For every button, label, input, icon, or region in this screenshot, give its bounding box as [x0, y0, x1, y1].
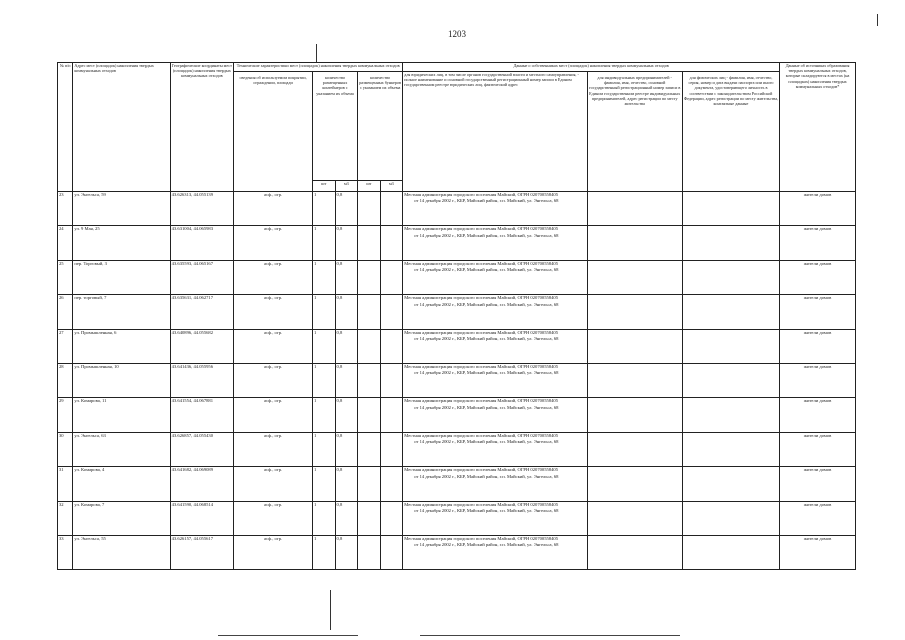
row-number: 33 [58, 535, 73, 569]
row-owner-name: Местная администрация городского поселения Майский, ОГРН 020700558405 [404, 467, 558, 473]
row-surface: асф., огр. [234, 260, 313, 294]
row-owner [403, 535, 587, 569]
row-owner [403, 467, 587, 501]
row-owner-address: от 14 декабря 2002 г., КБР, Майский район, г.п. Майский, ул. Энгельса, 68 [414, 439, 559, 445]
row-surface: асф., огр. [234, 467, 313, 501]
row-surface: асф., огр. [234, 363, 313, 397]
row-waste-source: жители домов [780, 363, 856, 397]
row-entrepreneur [587, 501, 682, 535]
header-entrepreneurs: для индивидуальных предпринимателей - фамилия, имя, отчество, основной государственный регистрационный номер записи в Едином государственном реестре индивидуальных предпринимателей, адрес регистрации по месту жительства [587, 72, 682, 192]
row-number: 30 [58, 432, 73, 466]
header-address: Адрес мест (площадок) накопления твердых коммунальных отходов [73, 63, 170, 192]
row-surface: асф., огр. [234, 295, 313, 329]
row-coordinates: 43.626857, 44.055430 [170, 432, 234, 466]
row-individual [682, 398, 779, 432]
row-owner-name: Местная администрация городского поселения Майский, ОГРН 020700558405 [404, 432, 558, 438]
row-owner [403, 501, 587, 535]
row-number: 29 [58, 398, 73, 432]
row-waste-source: жители домов [780, 260, 856, 294]
row-number: 26 [58, 295, 73, 329]
row-bunker-volume [380, 260, 403, 294]
header-row-1 [58, 63, 856, 72]
row-bunker-volume [380, 501, 403, 535]
row-bunker-count [358, 398, 381, 432]
row-entrepreneur [587, 467, 682, 501]
row-waste-source: жители домов [780, 467, 856, 501]
table-row [58, 501, 856, 535]
row-bunker-count [358, 329, 381, 363]
row-owner-address: от 14 декабря 2002 г., КБР, Майский район, г.п. Майский, ул. Энгельса, 68 [414, 370, 559, 376]
row-individual [682, 535, 779, 569]
row-container-count: 1 [313, 501, 336, 535]
table-row [58, 329, 856, 363]
row-container-count: 1 [313, 535, 336, 569]
row-entrepreneur [587, 329, 682, 363]
row-waste-source: жители домов [780, 226, 856, 260]
row-coordinates: 43.640896, 44.055682 [170, 329, 234, 363]
row-container-count: 1 [313, 295, 336, 329]
row-individual [682, 192, 779, 226]
row-owner [403, 295, 587, 329]
row-coordinates: 43.635631, 44.062717 [170, 295, 234, 329]
row-owner-address: от 14 декабря 2002 г., КБР, Майский район, г.п. Майский, ул. Энгельса, 68 [414, 232, 559, 238]
row-bunker-volume [380, 192, 403, 226]
row-container-count: 1 [313, 467, 336, 501]
row-container-count: 1 [313, 329, 336, 363]
scan-mark-top-left [316, 44, 317, 62]
row-container-count: 1 [313, 192, 336, 226]
scan-mark-bottom [330, 590, 331, 630]
row-waste-source: жители домов [780, 329, 856, 363]
footer-rule-left [218, 635, 358, 636]
row-address: ул. Промышленная, 10 [73, 363, 170, 397]
row-owner-address: от 14 декабря 2002 г., КБР, Майский район, г.п. Майский, ул. Энгельса, 68 [414, 335, 559, 341]
row-container-volume: 0,8 [335, 432, 358, 466]
header-unit-pcs: шт [313, 181, 336, 192]
row-bunker-count [358, 226, 381, 260]
row-bunker-count [358, 432, 381, 466]
row-bunker-count [358, 501, 381, 535]
row-container-volume: 0,8 [335, 535, 358, 569]
header-unit-pcs: шт [358, 181, 381, 192]
row-owner-name: Местная администрация городского поселения Майский, ОГРН 020700558405 [404, 329, 558, 335]
table-row [58, 467, 856, 501]
row-surface: асф., огр. [234, 535, 313, 569]
row-surface: асф., огр. [234, 432, 313, 466]
row-entrepreneur [587, 295, 682, 329]
row-waste-source: жители домов [780, 535, 856, 569]
header-num: № п/п [58, 63, 73, 192]
header-unit-m3: м3 [335, 181, 358, 192]
table-row [58, 260, 856, 294]
row-address: ул. Комарова, 7 [73, 501, 170, 535]
header-owner-group: Данные о собственниках мест (площадок) накопления твердых коммунальных отходов [403, 63, 780, 72]
table-row [58, 398, 856, 432]
row-bunker-count [358, 535, 381, 569]
row-coordinates: 43.641554, 44.067881 [170, 398, 234, 432]
row-container-volume: 0,8 [335, 501, 358, 535]
row-owner-address: от 14 декабря 2002 г., КБР, Майский район, г.п. Майский, ул. Энгельса, 68 [414, 507, 559, 513]
row-owner-name: Местная администрация городского поселения Майский, ОГРН 020700558405 [404, 398, 558, 404]
header-containers: количество размещенных контейнеров с указанием их объема [313, 72, 358, 181]
table-row [58, 295, 856, 329]
row-container-count: 1 [313, 226, 336, 260]
row-owner [403, 398, 587, 432]
table-row [58, 535, 856, 569]
row-number: 27 [58, 329, 73, 363]
row-individual [682, 363, 779, 397]
table-row [58, 192, 856, 226]
row-owner-name: Местная администрация городского поселения Майский, ОГРН 020700558405 [404, 501, 558, 507]
row-coordinates: 43.635593, 44.065167 [170, 260, 234, 294]
row-address: ул. Комарова, 11 [73, 398, 170, 432]
waste-sites-register-table [57, 62, 856, 570]
row-surface: асф., огр. [234, 501, 313, 535]
row-address: пер. Торговый, 3 [73, 260, 170, 294]
header-unit-m3: м3 [380, 181, 403, 192]
row-waste-source: жители домов [780, 295, 856, 329]
row-bunker-volume [380, 432, 403, 466]
row-entrepreneur [587, 432, 682, 466]
row-individual [682, 226, 779, 260]
row-address: ул. 9 Мая, 25 [73, 226, 170, 260]
row-entrepreneur [587, 192, 682, 226]
row-owner-name: Местная администрация городского поселения Майский, ОГРН 020700558405 [404, 535, 558, 541]
row-address: ул. Комарова, 4 [73, 467, 170, 501]
row-surface: асф., огр. [234, 192, 313, 226]
table-row [58, 432, 856, 466]
row-waste-source: жители домов [780, 501, 856, 535]
header-tech-group: Технические характеристики мест (площадок) накопления твердых коммунальных отходов [234, 63, 403, 72]
row-container-volume: 0,8 [335, 329, 358, 363]
row-bunker-volume [380, 398, 403, 432]
row-entrepreneur [587, 363, 682, 397]
row-waste-source: жители домов [780, 432, 856, 466]
row-owner-name: Местная администрация городского поселения Майский, ОГРН 020700558405 [404, 295, 558, 301]
row-bunker-count [358, 467, 381, 501]
row-surface: асф., огр. [234, 329, 313, 363]
row-number: 31 [58, 467, 73, 501]
row-owner [403, 260, 587, 294]
row-entrepreneur [587, 535, 682, 569]
row-bunker-count [358, 260, 381, 294]
table-row [58, 226, 856, 260]
header-coords: Географические координаты мест (площадок) накопления твердых коммунальных отходов [170, 63, 234, 192]
row-container-volume: 0,8 [335, 398, 358, 432]
row-container-count: 1 [313, 363, 336, 397]
row-number: 23 [58, 192, 73, 226]
header-individuals: для физических лиц - фамилия, имя, отчество, серия, номер и дата выдачи паспорта или иного документа, удостоверяющего личность в соответствии с законодательством Российской Федерации, адрес регистрации по месту жительства, контактные данные [682, 72, 779, 192]
row-individual [682, 467, 779, 501]
row-owner-address: от 14 декабря 2002 г., КБР, Майский район, г.п. Майский, ул. Энгельса, 68 [414, 473, 559, 479]
row-coordinates: 43.641436, 44.055956 [170, 363, 234, 397]
row-bunker-volume [380, 467, 403, 501]
row-coordinates: 43.626313, 44.055139 [170, 192, 234, 226]
row-address: пер. торговый, 7 [73, 295, 170, 329]
row-owner-name: Местная администрация городского поселения Майский, ОГРН 020700558405 [404, 226, 558, 232]
row-number: 24 [58, 226, 73, 260]
row-bunker-volume [380, 535, 403, 569]
row-container-count: 1 [313, 260, 336, 294]
row-individual [682, 329, 779, 363]
row-surface: асф., огр. [234, 226, 313, 260]
row-entrepreneur [587, 398, 682, 432]
row-owner [403, 226, 587, 260]
row-individual [682, 501, 779, 535]
row-container-volume: 0,8 [335, 363, 358, 397]
row-owner-address: от 14 декабря 2002 г., КБР, Майский район, г.п. Майский, ул. Энгельса, 68 [414, 198, 559, 204]
row-bunker-count [358, 363, 381, 397]
row-address: ул. Энгельса, 63 [73, 432, 170, 466]
row-bunker-volume [380, 329, 403, 363]
row-owner [403, 192, 587, 226]
row-container-volume: 0,8 [335, 295, 358, 329]
row-entrepreneur [587, 260, 682, 294]
header-sources: Данные об источниках образования твердых коммунальных отходов, которые складируются в местах (на площадках) накопления твердых коммунальных отходов* [780, 63, 856, 192]
row-container-count: 1 [313, 398, 336, 432]
row-bunker-volume [380, 226, 403, 260]
row-owner-name: Местная администрация городского поселения Майский, ОГРН 020700558405 [404, 260, 558, 266]
row-container-count: 1 [313, 432, 336, 466]
row-address: ул. Энгельса, 59 [73, 192, 170, 226]
row-address: ул. Энгельса, 55 [73, 535, 170, 569]
row-bunker-count [358, 295, 381, 329]
row-entrepreneur [587, 226, 682, 260]
row-owner-address: от 14 декабря 2002 г., КБР, Майский район, г.п. Майский, ул. Энгельса, 68 [414, 301, 559, 307]
row-individual [682, 295, 779, 329]
table-row [58, 363, 856, 397]
row-address: ул. Промышленная, 6 [73, 329, 170, 363]
header-legal-entities: для юридических лиц, в том числе органов государственной власти и местного самоуправления, - полное наименование и основной государственный регистрационный номер записи в Едином государственном реестре юридических лиц, фактический адрес [403, 72, 587, 192]
row-number: 25 [58, 260, 73, 294]
row-container-volume: 0,8 [335, 467, 358, 501]
row-individual [682, 432, 779, 466]
row-individual [682, 260, 779, 294]
row-container-volume: 0,8 [335, 192, 358, 226]
row-owner [403, 363, 587, 397]
row-waste-source: жители домов [780, 192, 856, 226]
row-number: 32 [58, 501, 73, 535]
row-owner-address: от 14 декабря 2002 г., КБР, Майский район, г.п. Майский, ул. Энгельса, 68 [414, 404, 559, 410]
scan-mark-top-right [877, 14, 878, 26]
row-surface: асф., огр. [234, 398, 313, 432]
row-owner-address: от 14 декабря 2002 г., КБР, Майский район, г.п. Майский, ул. Энгельса, 68 [414, 267, 559, 273]
header-bunkers: количество размещенных бункеров с указанием их объема [358, 72, 403, 181]
row-coordinates: 43.626157, 44.055617 [170, 535, 234, 569]
row-container-volume: 0,8 [335, 226, 358, 260]
header-surface: сведения об используемом покрытии, ограждении, площади [234, 72, 313, 192]
row-owner-name: Местная администрация городского поселения Майский, ОГРН 020700558405 [404, 192, 558, 197]
row-coordinates: 43.631004, 44.065983 [170, 226, 234, 260]
row-bunker-volume [380, 363, 403, 397]
row-coordinates: 43.641682, 44.069089 [170, 467, 234, 501]
row-number: 28 [58, 363, 73, 397]
row-bunker-volume [380, 295, 403, 329]
row-coordinates: 43.641590, 44.068514 [170, 501, 234, 535]
row-waste-source: жители домов [780, 398, 856, 432]
footer-rule-right [420, 635, 680, 636]
row-owner [403, 432, 587, 466]
row-owner-address: от 14 декабря 2002 г., КБР, Майский район, г.п. Майский, ул. Энгельса, 68 [414, 542, 559, 548]
page-number: 1203 [448, 29, 466, 39]
row-bunker-count [358, 192, 381, 226]
row-owner [403, 329, 587, 363]
row-owner-name: Местная администрация городского поселения Майский, ОГРН 020700558405 [404, 363, 558, 369]
row-container-volume: 0,8 [335, 260, 358, 294]
